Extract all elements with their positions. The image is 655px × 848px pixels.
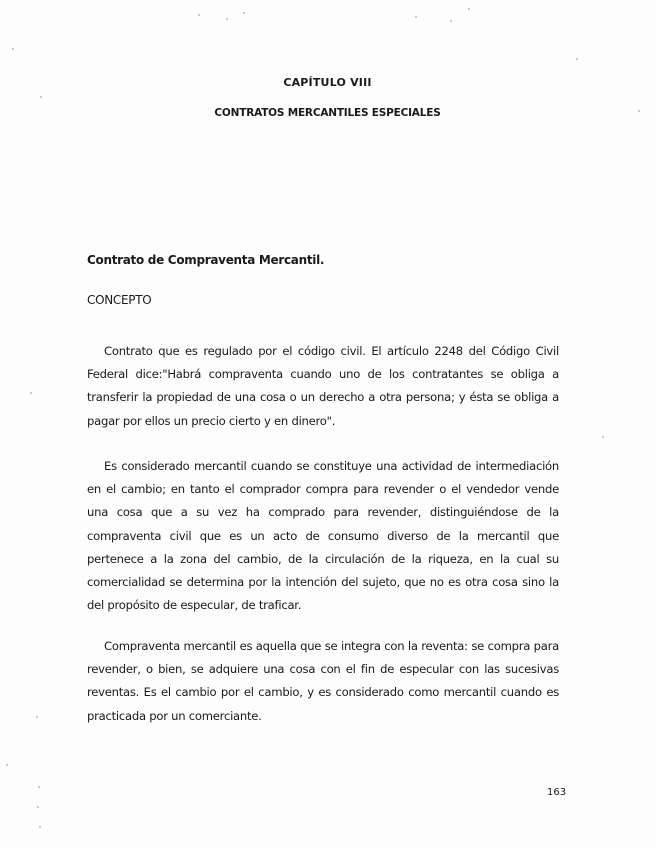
paragraph-resale: Compraventa mercantil es aquella que se integra con la reventa: se compra para revender, o bien, se adquiere una cosa con el fin de especular con las sucesivas reventas. Es el cambio por el cambio, y es considerado como mercantil cuando es practicada por un comerciante. xyxy=(87,639,559,723)
scan-speck xyxy=(415,16,417,18)
chapter-title: CAPÍTULO VIII xyxy=(283,76,372,89)
chapter-subtitle: CONTRATOS MERCANTILES ESPECIALES xyxy=(214,107,441,119)
scan-speck xyxy=(198,14,200,16)
paragraph-definition: Contrato que es regulado por el código civil. El artículo 2248 del Código Civil Federal dice:"Habrá compraventa cuando uno de los contratantes se obliga a transferir la propiedad de una cosa o un derecho a otra persona; y ésta se obliga a pagar por ellos un precio cierto y en dinero". xyxy=(87,344,559,428)
scan-speck xyxy=(12,48,14,50)
scan-speck xyxy=(6,764,8,766)
scan-speck xyxy=(37,806,39,808)
paragraph-mercantile: Es considerado mercantil cuando se constituye una actividad de intermediación en el cambio; en tanto el comprador compra para revender o el vendedor vende una cosa que a su vez ha comprado para revender, distinguiéndose de la compraventa civil que es un acto de consumo diverso de la mercantil que pertenece a la zona del cambio, de la circulación de la riqueza, en la cual su comercialidad se determina por la intención del sujeto, que no es otra cosa sino la del propósito de especular, de traficar. xyxy=(87,459,559,613)
section-heading: Contrato de Compraventa Mercantil. xyxy=(87,253,325,267)
scan-speck xyxy=(450,20,452,22)
scan-speck xyxy=(36,716,38,718)
scan-speck xyxy=(40,96,42,98)
scan-speck xyxy=(39,826,41,828)
scan-speck xyxy=(468,8,470,10)
concept-label: CONCEPTO xyxy=(87,293,152,307)
scan-speck xyxy=(226,18,228,20)
scan-speck xyxy=(243,12,245,14)
page-number: 163 xyxy=(547,787,567,798)
scan-speck xyxy=(602,436,604,438)
scan-speck xyxy=(30,392,32,394)
scan-speck xyxy=(38,786,40,788)
scan-speck xyxy=(576,58,578,60)
